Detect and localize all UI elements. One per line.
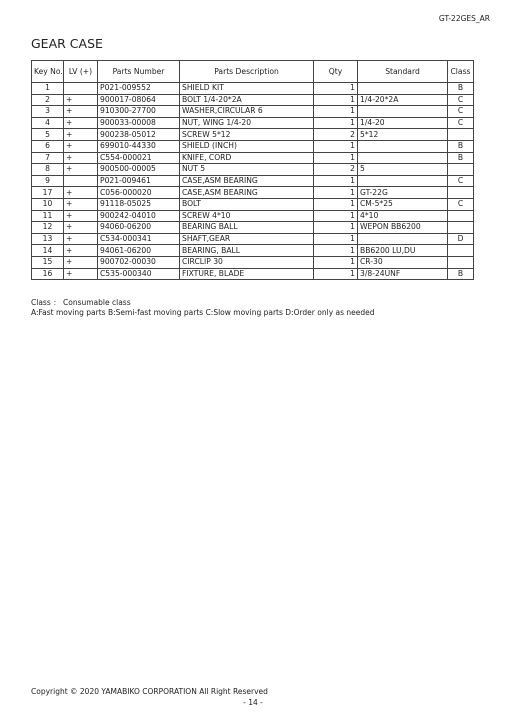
cell-description: BOLT bbox=[180, 198, 314, 210]
cell-class: C bbox=[448, 106, 474, 118]
cell-key: 10 bbox=[32, 198, 64, 210]
table-row bbox=[32, 140, 474, 152]
cell-key: 13 bbox=[32, 233, 64, 245]
cell-class bbox=[448, 222, 474, 234]
cell-key: 4 bbox=[32, 117, 64, 129]
cell-description: SHAFT,GEAR bbox=[180, 233, 314, 245]
cell-standard bbox=[358, 106, 448, 118]
cell-qty: 2 bbox=[314, 129, 358, 141]
col-header-key: Key No. bbox=[32, 61, 64, 83]
cell-standard bbox=[358, 152, 448, 164]
cell-description: NUT 5 bbox=[180, 164, 314, 176]
cell-lv: + bbox=[64, 222, 98, 234]
cell-description: SHIELD (INCH) bbox=[180, 140, 314, 152]
cell-class bbox=[448, 245, 474, 257]
cell-key: 1 bbox=[32, 83, 64, 95]
cell-class: C bbox=[448, 198, 474, 210]
table-row bbox=[32, 175, 474, 187]
cell-qty: 1 bbox=[314, 140, 358, 152]
cell-description: CIRCLIP 30 bbox=[180, 256, 314, 268]
cell-qty: 1 bbox=[314, 268, 358, 280]
cell-part-number: C554-000021 bbox=[98, 152, 180, 164]
cell-description: BEARING BALL bbox=[180, 222, 314, 234]
cell-standard: 1/4-20*2A bbox=[358, 94, 448, 106]
cell-standard: CR-30 bbox=[358, 256, 448, 268]
cell-part-number: P021-009552 bbox=[98, 83, 180, 95]
cell-standard bbox=[358, 140, 448, 152]
cell-description: BEARING, BALL bbox=[180, 245, 314, 257]
cell-lv: + bbox=[64, 152, 98, 164]
cell-description: CASE,ASM BEARING bbox=[180, 175, 314, 187]
cell-class: B bbox=[448, 140, 474, 152]
table-header-row bbox=[32, 61, 474, 83]
table-row bbox=[32, 245, 474, 257]
table-row bbox=[32, 117, 474, 129]
table-row bbox=[32, 83, 474, 95]
cell-lv: + bbox=[64, 140, 98, 152]
cell-class bbox=[448, 164, 474, 176]
cell-part-number: 900238-05012 bbox=[98, 129, 180, 141]
cell-standard: GT-22G bbox=[358, 187, 448, 199]
cell-description: CASE,ASM BEARING bbox=[180, 187, 314, 199]
cell-lv: + bbox=[64, 256, 98, 268]
cell-class bbox=[448, 256, 474, 268]
cell-key: 8 bbox=[32, 164, 64, 176]
cell-description: FIXTURE, BLADE bbox=[180, 268, 314, 280]
cell-lv: + bbox=[64, 233, 98, 245]
cell-standard: WEPON BB6200 bbox=[358, 222, 448, 234]
cell-part-number: 900702-00030 bbox=[98, 256, 180, 268]
cell-class bbox=[448, 187, 474, 199]
col-header-description: Parts Description bbox=[180, 61, 314, 83]
cell-key: 2 bbox=[32, 94, 64, 106]
cell-qty: 1 bbox=[314, 187, 358, 199]
cell-part-number: 91118-05025 bbox=[98, 198, 180, 210]
cell-standard: 4*10 bbox=[358, 210, 448, 222]
col-header-lv: LV (+) bbox=[64, 61, 98, 83]
cell-key: 6 bbox=[32, 140, 64, 152]
cell-part-number: 910300-27700 bbox=[98, 106, 180, 118]
table-row bbox=[32, 106, 474, 118]
table-row bbox=[32, 256, 474, 268]
cell-class: B bbox=[448, 152, 474, 164]
cell-part-number: 900242-04010 bbox=[98, 210, 180, 222]
page-number: - 14 - bbox=[243, 698, 263, 707]
col-header-class: Class bbox=[448, 61, 474, 83]
cell-qty: 1 bbox=[314, 233, 358, 245]
class-legend bbox=[31, 298, 375, 318]
table-row bbox=[32, 268, 474, 280]
cell-qty: 1 bbox=[314, 152, 358, 164]
cell-class: C bbox=[448, 117, 474, 129]
cell-part-number: 699010-44330 bbox=[98, 140, 180, 152]
cell-part-number: 900033-00008 bbox=[98, 117, 180, 129]
cell-qty: 1 bbox=[314, 245, 358, 257]
table-row bbox=[32, 233, 474, 245]
cell-standard bbox=[358, 175, 448, 187]
table-row bbox=[32, 198, 474, 210]
cell-lv: + bbox=[64, 198, 98, 210]
cell-standard: 5*12 bbox=[358, 129, 448, 141]
cell-class: B bbox=[448, 83, 474, 95]
cell-key: 7 bbox=[32, 152, 64, 164]
cell-lv: + bbox=[64, 164, 98, 176]
cell-lv: + bbox=[64, 117, 98, 129]
parts-table bbox=[31, 60, 474, 280]
cell-qty: 1 bbox=[314, 222, 358, 234]
cell-standard: 5 bbox=[358, 164, 448, 176]
cell-key: 3 bbox=[32, 106, 64, 118]
cell-part-number: 900017-08064 bbox=[98, 94, 180, 106]
cell-standard bbox=[358, 83, 448, 95]
cell-part-number: 900500-00005 bbox=[98, 164, 180, 176]
cell-part-number: 94061-06200 bbox=[98, 245, 180, 257]
table-row bbox=[32, 94, 474, 106]
cell-description: BOLT 1/4-20*2A bbox=[180, 94, 314, 106]
cell-part-number: C535-000340 bbox=[98, 268, 180, 280]
cell-lv: + bbox=[64, 94, 98, 106]
copyright-notice: Copyright © 2020 YAMABIKO CORPORATION All Right Reserved bbox=[31, 687, 268, 696]
cell-part-number: P021-009461 bbox=[98, 175, 180, 187]
cell-standard: BB6200 LU,DU bbox=[358, 245, 448, 257]
cell-class: C bbox=[448, 175, 474, 187]
cell-key: 14 bbox=[32, 245, 64, 257]
cell-description: NUT, WING 1/4-20 bbox=[180, 117, 314, 129]
cell-lv: + bbox=[64, 187, 98, 199]
cell-part-number: C056-000020 bbox=[98, 187, 180, 199]
cell-key: 16 bbox=[32, 268, 64, 280]
table-row bbox=[32, 152, 474, 164]
cell-qty: 1 bbox=[314, 256, 358, 268]
cell-key: 15 bbox=[32, 256, 64, 268]
cell-lv: + bbox=[64, 129, 98, 141]
cell-standard: CM-5*25 bbox=[358, 198, 448, 210]
cell-class: D bbox=[448, 233, 474, 245]
cell-class bbox=[448, 210, 474, 222]
cell-lv bbox=[64, 175, 98, 187]
cell-description: SHIELD KIT bbox=[180, 83, 314, 95]
cell-part-number: C534-000341 bbox=[98, 233, 180, 245]
cell-lv bbox=[64, 83, 98, 95]
cell-description: KNIFE, CORD bbox=[180, 152, 314, 164]
cell-qty: 1 bbox=[314, 94, 358, 106]
cell-qty: 1 bbox=[314, 175, 358, 187]
cell-qty: 1 bbox=[314, 198, 358, 210]
cell-lv: + bbox=[64, 106, 98, 118]
document-code: GT-22GES_AR bbox=[438, 14, 490, 23]
cell-key: 11 bbox=[32, 210, 64, 222]
table-row bbox=[32, 129, 474, 141]
cell-standard: 3/8-24UNF bbox=[358, 268, 448, 280]
cell-qty: 2 bbox=[314, 164, 358, 176]
cell-lv: + bbox=[64, 245, 98, 257]
col-header-qty: Qty bbox=[314, 61, 358, 83]
cell-class bbox=[448, 129, 474, 141]
cell-qty: 1 bbox=[314, 210, 358, 222]
cell-class: C bbox=[448, 94, 474, 106]
cell-class: B bbox=[448, 268, 474, 280]
legend-line-1: Class ： Consumable class bbox=[31, 298, 131, 307]
cell-description: SCREW 4*10 bbox=[180, 210, 314, 222]
cell-lv: + bbox=[64, 268, 98, 280]
cell-lv: + bbox=[64, 210, 98, 222]
parts-table-body bbox=[32, 83, 474, 280]
cell-description: SCREW 5*12 bbox=[180, 129, 314, 141]
cell-description: WASHER,CIRCULAR 6 bbox=[180, 106, 314, 118]
section-title: GEAR CASE bbox=[31, 36, 103, 51]
table-row bbox=[32, 210, 474, 222]
table-row bbox=[32, 164, 474, 176]
cell-qty: 1 bbox=[314, 117, 358, 129]
cell-key: 17 bbox=[32, 187, 64, 199]
cell-qty: 1 bbox=[314, 83, 358, 95]
cell-qty: 1 bbox=[314, 106, 358, 118]
table-row bbox=[32, 222, 474, 234]
cell-key: 5 bbox=[32, 129, 64, 141]
cell-part-number: 94060-06200 bbox=[98, 222, 180, 234]
cell-standard bbox=[358, 233, 448, 245]
legend-line-2: A:Fast moving parts B:Semi-fast moving parts C:Slow moving parts D:Order only as needed bbox=[31, 308, 375, 317]
col-header-part-number: Parts Number bbox=[98, 61, 180, 83]
cell-standard: 1/4-20 bbox=[358, 117, 448, 129]
col-header-standard: Standard bbox=[358, 61, 448, 83]
cell-key: 12 bbox=[32, 222, 64, 234]
cell-key: 9 bbox=[32, 175, 64, 187]
table-row bbox=[32, 187, 474, 199]
